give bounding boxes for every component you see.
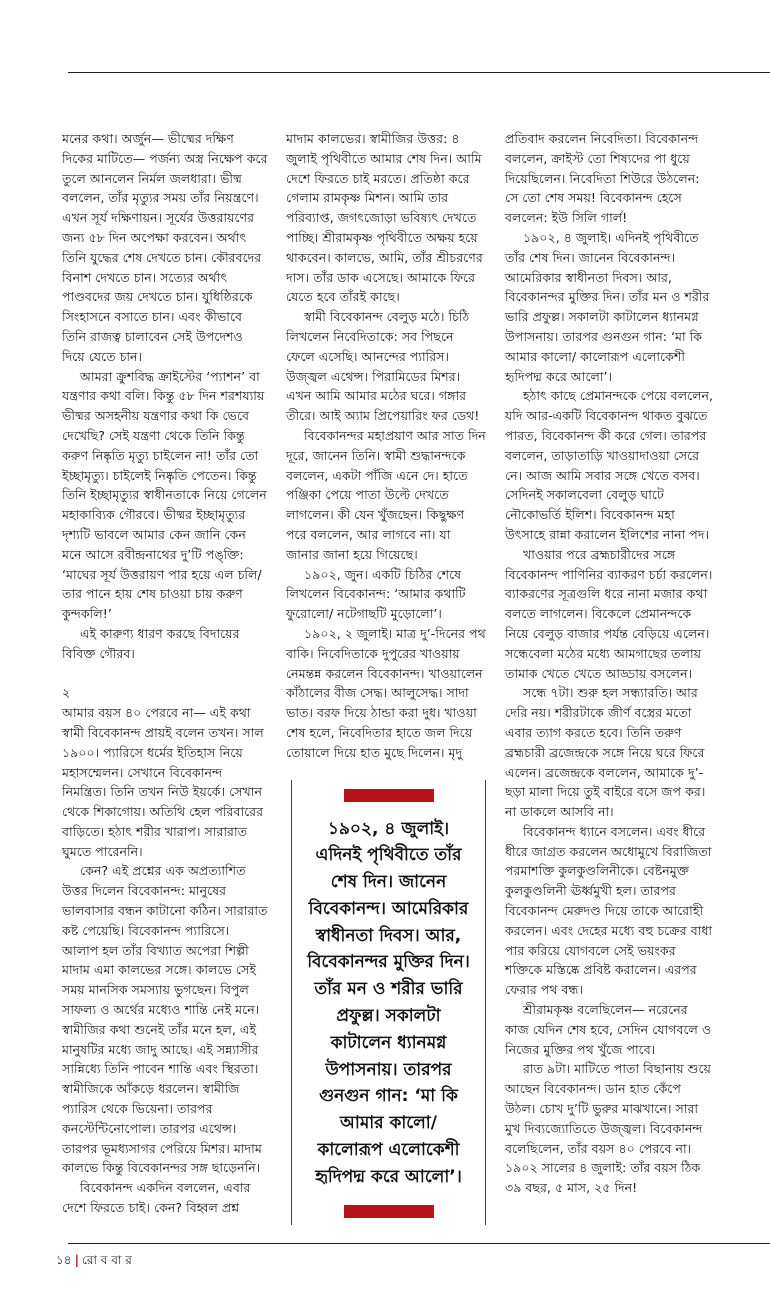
pull-quote-line: স্বাধীনতা দিবস। আর, <box>315 925 462 946</box>
article-column-3 <box>505 129 715 1198</box>
paragraph: হঠাৎ কাছে প্রেমানন্দকে পেয়ে বললেন, যদি আর-একটি বিবেকানন্দ থাকত বুঝতে পারত, বিবেকানন্দ কী করে গেল। তারপর বললেন, তাড়াতাড়ি খাওয়াদাওয়া সেরে নে। আজ আমি সবার সঙ্গে খেতে বসব। সেদিনই সকালবেলা বেলুড় ঘাটে নৌকোভর্তি ইলিশ। বিবেকানন্দ মহা উৎসাহে রান্না করালেন ইলিশের নানা পদ। <box>505 388 714 542</box>
pull-quote-line: উপাসনায়। তারপর <box>325 1059 452 1080</box>
page-number: ১৪ <box>56 1252 72 1267</box>
paragraph: মনের কথা। অর্জুন— ভীষ্মের দক্ষিণ দিকের মাটিতে— পর্জন্য অস্ত্র নিক্ষেপ করে তুলে আনলেন নির্মল জলধারা। ভীষ্ম বললেন, তাঁর মৃত্যুর সময় তাঁর নিয়ন্ত্রণে। এখন সূর্য দক্ষিণায়ন। সূর্যের উত্তরায়ণের জন্য ৫৮ দিন অপেক্ষা করবেন। অর্থাৎ তিনি যুদ্ধের শেষ দেখতে চান। কৌরবদের বিনাশ দেখতে চান। সত্যের অর্থাৎ পাণ্ডবদের জয় দেখতে চান। যুধিষ্ঠিরকে সিংহাসনে বসাতে চান। এবং কীভাবে তিনি রাজত্ব চালাবেন সেই উপদেশও দিয়ে যেতে চান। <box>62 131 268 364</box>
paragraph: সন্ধে ৭টা। শুরু হল সন্ধ্যারতি। আর দেরি নয়। শরীরটাকে জীর্ণ বস্ত্রের মতো এবার ত্যাগ করতে হবে। তিনি তরুণ ব্রহ্মচারী ব্রজেন্দ্রকে সঙ্গে নিয়ে ঘরে ফিরে এলেন। ব্রজেন্দ্রকে বললেন, আমাকে দু’-ছড়া মালা দিয়ে তুই বাইরে বসে জপ কর। না ডাকলে আসবি না। <box>505 685 706 820</box>
pull-quote-line: এদিনই পৃথিবীতে তাঁর <box>315 845 462 866</box>
page-footer <box>56 1252 770 1312</box>
paragraph: বিবেকানন্দ একদিন বললেন, এবার দেশে ফিরতে চাই। কেন? বিহ্বল প্রশ্ন <box>62 1180 251 1216</box>
section-number: ২ <box>62 685 71 701</box>
pull-quote-text <box>307 816 470 1191</box>
paragraph: খাওয়ার পরে ব্রহ্মচারীদের সঙ্গে বিবেকানন্দ পাণিনির ব্যাকরণ চর্চা করলেন। ব্যাকরণের সূত্রগুলি ধরে নানা মজার কথা বলতে লাগলেন। বিকেলে প্রেমানন্দকে নিয়ে বেলুড় বাজার পর্যন্ত বেড়িয়ে এলেন। সন্ধেবেলা মঠের মধ্যে আমগাছের তলায় তামাক খেতে খেতে আড্ডায় বসলেন। <box>505 546 713 681</box>
paragraph: মাদাম কালভের। স্বামীজির উত্তর: ৪ জুলাই পৃথিবীতে আমার শেষ দিন। আমি দেশে ফিরতে চাই মরতে। প্রতিষ্ঠা করে গেলাম রামকৃষ্ণ মিশন। আমি তার পরিব্যাপ্ত, জগৎজোড়া ভবিষ্যৎ দেখতে পাচ্ছি। শ্রীরামকৃষ্ণ পৃথিবীতে অক্ষয় হয়ে থাকবেন। কালভে, আমি, তাঁর শ্রীচরণের দাস। তাঁর ডাক এসেছে। আমাকে ফিরে যেতে হবে তাঁরই কাছে। <box>286 131 483 305</box>
paragraph: ১৯০২, ৪ জুলাই। এদিনই পৃথিবীতে তাঁর শেষ দিন। জানেন বিবেকানন্দ। আমেরিকার স্বাধীনতা দিবস। আর, বিবেকানন্দর মুক্তির দিন। তাঁর মন ও শরীর ভারি প্রফুল্ল। সকালটা কাটালেন ধ্যানমগ্ন উপাসনায়। তারপর গুনগুন গান: ‘মা কি আমার কালো/ কালোরূপ এলোকেশী হৃদিপদ্ম করে আলো’। <box>505 229 710 384</box>
paragraph: বিবেকানন্দর মহাপ্রয়াণ আর সাত দিন দূরে, জানেন তিনি। স্বামী শুদ্ধানন্দকে বললেন, একটা পাঁজি এনে দে। হাতে পঞ্জিকা পেয়ে পাতা উল্টে দেখতে লাগলেন। কী যেন খুঁজছেন। কিছুক্ষণ পরে বললেন, আর লাগবে না। যা জানার জানা হয়ে গিয়েছে। <box>286 427 486 562</box>
paragraph: ১৯০২, ২ জুলাই। মাত্র দু’-দিনের পথ বাকি। নিবেদিতাকে দুপুরের খাওয়ায় নেমন্তন্ন করলেন বিবেকানন্দ। খাওয়ালেন কাঁঠালের বীজ সেদ্ধ। আলুসেদ্ধ। সাদা ভাত। বরফ দিয়ে ঠান্ডা করা দুধ। খাওয়া শেষ হলে, নিবেদিতার হাতে জল দিয়ে তোয়ালে দিয়ে হাত মুছে দিলেন। মৃদু <box>286 625 486 760</box>
pull-quote-bottom-bar <box>344 1205 434 1218</box>
paragraph: বিবেকানন্দ ধ্যানে বসলেন। এবং ধীরে ধীরে জাগ্রত করলেন অধোমুখে বিরাজিতা পরমাশক্তি কুলকুণ্ডলিনীকে। বেষ্টনমুক্ত কুলকুণ্ডলিনী ঊর্ধ্বমুখী হল। তারপর বিবেকানন্দ মেরুদণ্ড দিয়ে তাকে আরোহী করলেন। এবং দেহের মধ্যে বহু চক্রের বাধা পার করিয়ে যোগবলে সেই ভয়ংকর শক্তিকে মস্তিষ্কে প্রবিষ্ট করালেন। এরপর ফেরার পথ বন্ধ। <box>505 823 713 998</box>
paragraph: শ্রীরামকৃষ্ণ বলেছিলেন— নরেনের কাজ যেদিন শেষ হবে, সেদিন যোগবলে ও নিজের মুক্তির পথ খুঁজে পাবে। <box>505 1002 712 1057</box>
pull-quote-line: তাঁর মন ও শরীর ভারি <box>314 979 463 1000</box>
pull-quote-line: আমার কালো/ <box>340 1113 437 1134</box>
top-rule <box>68 72 770 73</box>
paragraph: এই কারুণ্য ধারণ করছে বিদায়ের বিবিক্ত গৌরব। <box>62 625 240 661</box>
paragraph: আমার বয়স ৪০ পেরবে না— এই কথা স্বামী বিবেকানন্দ প্রায়ই বলেন তখন। সাল ১৯০০। প্যারিসে ধর্মের ইতিহাস নিয়ে মহাসম্মেলন। সেখানে বিবেকানন্দ নিমন্ত্রিত। তিনি তখন নিউ ইয়র্কে। সেখান থেকে শিকাগোয়। অতিথি হেল পরিবারের বাড়িতে। হঠাৎ শরীর খারাপ। সারারাত ঘুমতে পারেননি। <box>62 705 264 859</box>
pull-quote <box>291 780 486 1225</box>
article-columns <box>0 129 770 1243</box>
paragraph: প্রতিবাদ করলেন নিবেদিতা। বিবেকানন্দ বললেন, ক্রাইস্ট তো শিষ্যদের পা ধুয়ে দিয়েছিলেন। নিবেদিতা শিউরে উঠলেন: সে তো শেষ সময়! বিবেকানন্দ হেসে বললেন: ইউ সিলি গার্ল! <box>505 131 700 226</box>
pull-quote-line: প্রফুল্ল। সকালটা <box>336 1006 441 1027</box>
column-2-text <box>286 129 486 763</box>
paragraph: আমরা ক্রুশবিদ্ধ ক্রাইস্টের ‘প্যাশন’ বা যন্ত্রণার কথা বলি। কিন্তু ৫৮ দিন শরশয্যায় ভীষ্মর অসহনীয় যন্ত্রণার কথা কি ভেবে দেখেছি? সেই যন্ত্রণা থেকে তিনি কিন্তু করুণ নিষ্কৃতি মৃত্যু চাইলেন না! তাঁর তো ইচ্ছামৃত্যু। চাইলেই নিষ্কৃতি পেতেন। কিন্তু তিনি ইচ্ছামৃত্যুর স্বাধীনতাকে নিয়ে গেলেন মহাকাব্যিক গৌরবে। ভীষ্মর ইচ্ছামৃত্যুর দৃশ্যটি ভাবলে আমার কেন জানি কেন মনে আসে রবীন্দ্রনাথের দু’টি পঙ্‌ক্তি: ‘মাঘের সূর্য উত্তরায়ণ পার হয়ে এল চলি/ তার পানে হায় শেষ চাওয়া চায় করুণ কুন্দকলি!’ <box>62 368 267 622</box>
pull-quote-line: শেষ দিন। জানেন <box>330 872 447 893</box>
pull-quote-line: হৃদিপদ্ম করে আলো’। <box>315 1166 462 1187</box>
pull-quote-line: বিবেকানন্দর মুক্তির দিন। <box>307 952 470 973</box>
article-column-2 <box>286 129 486 1243</box>
paragraph: কেন? এই প্রশ্নের এক অপ্রত্যাশিত উত্তর দিলেন বিবেকানন্দ: মানুষের ভালবাসার বন্ধন কাটানো কঠিন। সারারাত কষ্ট পেয়েছি। বিবেকানন্দ প্যারিসে। আলাপ হল তাঁর বিখ্যাত অপেরা শিল্পী মাদাম এমা কালভের সঙ্গে। কালভে সেই সময় মানসিক সমস্যায় ভুগছেন। বিপুল সাফল্য ও অর্থের মধ্যেও শান্তি নেই মনে। স্বামীজির কথা শুনেই তাঁর মনে হল, এই মানুষটির মধ্যে জাদু আছে। এই সন্ন্যাসীর সান্নিধ্যে তিনি পাবেন শান্তি এবং স্থিরতা। স্বামীজিকে আঁকড়ে ধরলেন। স্বামীজি প্যারিস থেকে ভিয়েনা। তারপর কনস্টেন্টিনোপোল। তারপর এথেন্স। তারপর ভূমধ্যসাগর পেরিয়ে মিশর। মাদাম কালভে কিন্তু বিবেকানন্দর সঙ্গ ছাড়েননি। <box>62 863 268 1176</box>
paragraph: ১৯০২, জুন। একটি চিঠির শেষে লিখলেন বিবেকানন্দ: ‘আমার কথাটি ফুরোলো/ নটেগাছটি মুড়োলো’। <box>286 566 466 622</box>
paragraph: রাত ৯টা। মাটিতে পাতা বিছানায় শুয়ে আছেন বিবেকানন্দ। ডান হাত কেঁপে উঠল। চোখ দু’টি ভুরুর মাঝখানে। সারা মুখ দিব্যজ্যোতিতে উজ্জ্বল। বিবেকানন্দ বলেছিলেন, তাঁর বয়স ৪০ পেরবে না। ১৯০২ সালের ৪ জুলাই: তাঁর বয়স ঠিক ৩৯ বছর, ৫ মাস, ২৫ দিন! <box>505 1061 711 1196</box>
publication-name: রো ব বা র <box>81 1252 132 1267</box>
pull-quote-line: কাটালেন ধ্যানমগ্ন <box>330 1032 447 1053</box>
pull-quote-line: গুনগুন গান: ‘মা কি <box>319 1086 458 1107</box>
pull-quote-line: ১৯০২, ৪ জুলাই। <box>327 818 450 839</box>
article-column-1 <box>62 129 268 1218</box>
bottom-rule <box>68 1243 770 1244</box>
pull-quote-line: কালোরূপ এলোকেশী <box>317 1140 460 1161</box>
footer-separator: | <box>74 1252 79 1267</box>
paragraph: স্বামী বিবেকানন্দ বেলুড় মঠে। চিঠি লিখলেন নিবেদিতাকে: সব পিছনে ফেলে এসেছি। আনন্দের প্যারিস। উজ্জ্বল এথেন্স। পিরামিডের মিশর। এখন আমি আমার মঠের ঘরে। গঙ্গার তীরে। আই অ্যাম প্রিপেয়ারিং ফর ডেথ! <box>286 309 480 424</box>
pull-quote-top-bar <box>344 789 434 802</box>
pull-quote-line: বিবেকানন্দ। আমেরিকার <box>308 898 469 919</box>
